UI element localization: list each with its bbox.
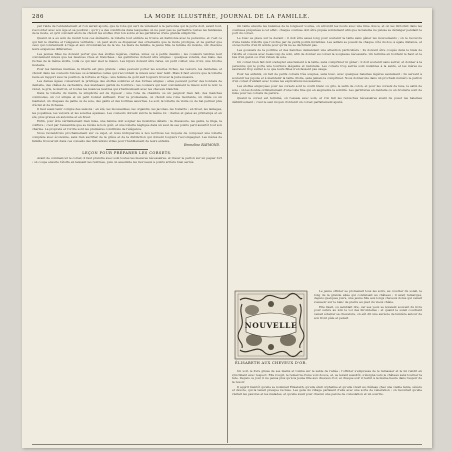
author-signature: Emmeline RAYMOND. [183, 143, 220, 148]
story-title: ÉLISABETH AUX CHEVEUX D'OR. [235, 361, 307, 365]
left-column [32, 25, 222, 443]
footer-rule [32, 444, 422, 445]
paragraph: Il faut aussi tenir compte des saisons : en été, les mousselines, les organdis, les jaconas, les foulards ; en hiver, les lainages, les popelines, les velours et les soieries épaisses. Les couleurs doivent suivre la même loi : claires et gaies au printemps et en été, plus graves en automne et en hiver. [32, 107, 222, 119]
paragraph: par l'aide de l'entendement et l'on aurait ajouté, que la robe qui sert de vêtement à la personne qui la porte doit, avant tout, s'accorder avec son âge et sa position ; qu'il y a des conditions dans lesquelles on ne peut pas se permettre toutes les fantaisies de la mode, et qu'il convient alors de choisir les étoffes d'un ton sobre et les garnitures d'une grande simplicité. [32, 24, 222, 36]
story-opening [314, 290, 422, 370]
paragraph: Quand on a eu soin de réunir tous ces éléments, la toilette tout entière se trouve en harmonie avec la personne, et c'est ce qui fait le charme et l'élégance véritable ; on peut alors se dispenser des ornements que la mode prodigue, et ne garder que ceux qui conviennent à l'âge et aux circonstances de la vie. La mère de famille, la jeune fille, la femme du monde, ont chacune leurs exigences différentes. [32, 36, 222, 52]
paragraph: Avant de commencer le corset, il faut prendre avec soin toutes les mesures nécessaires, et tracer le patron sur un papier fort ; on coupe ensuite l'étoffe en laissant les rentrées, puis on assemble les morceaux à points arrière bien serrés. [32, 156, 222, 164]
newspaper-page [22, 8, 432, 448]
paragraph: Le busc se place sur le devant ; il doit être assez long pour soutenir la taille sans gêner les mouvements ; on le recouvre d'une bande d'étoffe que l'on fixe par de petits points invisibles. Les œillets se posent de chaque côté du dos, à égale distance, et on les borde d'un fil solide pour qu'ils ne se déchirent pas. [232, 36, 422, 48]
section-title: LEÇON POUR PRÉPARER LES CORSETS. [82, 150, 172, 155]
page-header [32, 12, 422, 22]
nouvelle-vignette [234, 290, 308, 360]
right-column-top [232, 25, 422, 288]
paragraph: Il apprit bientôt qu'elle se nommait Élisabeth, qu'elle était orpheline et qu'elle vivait au château chez une vieille tante, sévère et dévote, qui la tenait presque recluse. Les gens du village parlaient d'elle avec une sorte de vénération ; on racontait qu'elle visitait les pauvres et les malades, et qu'elle avait pour chacun une parole de consolation et un sourire. [232, 384, 422, 397]
running-title: LA MODE ILLUSTRÉE, JOURNAL DE LA FAMILLE. [144, 14, 310, 20]
paragraph: Pour les femmes mariées, la liberté est plus grande : elles peuvent porter les soieries riches, les velours, les dentelles, et choisir dans les couleurs foncées ou éclatantes celles qui s'accordent le mieux avec leur teint. Mais il faut encore que la toilette reste en rapport avec la position, la fortune et l'âge ; une femme de goût sait toujours trouver la juste mesure. [32, 67, 222, 79]
column-divider [227, 25, 228, 443]
paragraph: Un soir, le livre glissa de ses mains et tomba sur le sable de l'allée ; l'officier s'empressa de le ramasser et le lui rendit en s'inclinant avec respect. Elle rougit, le remercia d'une voix douce, et, se levant aussitôt, s'éloigna vers le château sans tourner la tête. Depuis ce jour, il ne pensa plus qu'à la jeune fille aux cheveux d'or, et chaque soir il revint à la même heure dans l'espoir de la revoir. [232, 369, 422, 385]
header-rule [32, 22, 422, 23]
paragraph: Quand le corset est terminé, on l'essaie avec soin, et l'on fait les retouches nécessaires avant de poser les baleines définitivement ; c'est le seul moyen d'obtenir un corset parfaitement ajusté. [232, 96, 422, 104]
story-continuation [232, 370, 422, 443]
page-number: 286 [32, 14, 45, 20]
paragraph: On taille ensuite les baleines de la longueur voulue, on arrondit les bouts avec une lime douce, et on les introduit dans les coulisses préparées à cet effet ; chaque coulisse doit être piquée solidement afin que la baleine ne puisse se déranger pendant le port du corset. [232, 24, 422, 36]
paragraph: Le jeune officier se promenait tous les soirs, au coucher du soleil, le long de la grande allée qui conduisait au château ; il avait remarqué, depuis quelques jours, une jeune fille aux longs cheveux dorés qui venait s'asseoir sur le banc de pierre au pied du vieux chêne. [314, 289, 422, 305]
vignette-title: NOUVELLE [244, 321, 298, 330]
paragraph: Les jeunes filles ne doivent porter que des étoffes légères, claires, unies ou à petits dessins ; les couleurs tendres leur conviennent mieux que les nuances vives et tranchées ; les garnitures doivent être simples : quelques volants, des biais, des ruches de la même étoffe, voilà ce qui leur sied le mieux. Les bijoux doivent être rares, un petit collier, une croix, une broche modeste. [32, 51, 222, 67]
paragraph: Un corset bien fait doit s'adapter exactement à la taille, sans comprimer ni gêner ; il doit soutenir sans serrer, et donner à la personne qui le porte une tournure élégante et naturelle. Les corsets trop serrés sont nuisibles à la santé, et les mères ne sauraient trop veiller à ce que leurs filles n'en fassent pas usage. [232, 60, 422, 72]
paragraph: Pour les enfants, on fait de petits corsets très souples, sans busc, avec quelques baleines légères seulement ; ils servent à soutenir les jupons et à maintenir la taille droite, sans jamais la comprimer. Nous donnerons dans un prochain numéro le patron d'un corset d'enfant avec toutes les explications nécessaires. [232, 72, 422, 84]
paragraph: Les goussets de la poitrine et des hanches demandent une attention particulière : ils doivent être coupés dans le biais de l'étoffe et cousus avec beaucoup de soin, afin de donner au corset la souplesse nécessaire. On termine en bordant le haut et le bas d'un galon ou d'un ruban de soie. [232, 48, 422, 60]
paragraph: Les dames âgées conservent le privilège des étoffes sombres et des formes amples ; elles peuvent porter des bonnets de dentelle, des châles de cachemire, des manteaux garnis de fourrure ; les couleurs qui leur conviennent le mieux sont le noir, le violet, le gris, le marron, et toutes les nuances neutres qui s'harmonisent avec les cheveux blanchis. [32, 79, 222, 91]
paragraph: Nous reviendrons prochainement sur ce sujet, et nous indiquerons à nos lectrices les moyens de composer une toilette complète avec économie, sans rien sacrifier de la grâce et de la distinction qui doivent toujours l'accompagner. Les mères de famille trouveront dans ces conseils des indications utiles pour l'habillement de leurs enfants. [32, 131, 222, 143]
paragraph: Elle lisait, ou semblait lire, car ses yeux se levaient souvent du livre pour suivre au loin le vol des hirondelles ; et quand le soleil couchant venait éclairer sa chevelure, on eût dit une auréole de lumière autour de son front pâle et pensif. [314, 304, 422, 320]
paragraph: Dans la toilette du matin, la simplicité est de rigueur ; une robe de chambre ou un peignoir bien fait, des manches commodes, un col simple et un petit bonnet suffisent. Pour la promenade, on choisit une robe montante, un châle ou un mantelet, un chapeau de paille ou de soie, des gants et des bottines assorties. Le soir, la toilette de visite ou de bal permet plus d'éclat et de richesse. [32, 91, 222, 107]
paragraph: Les étoffes employées pour les corsets sont le coutil blanc ou gris, le satin de coton, et pour les corsets de luxe, le satin de soie ; on les double ordinairement d'une toile fine qui en augmente la solidité. Les garnitures en dentelle ou en broderie sont de mise pour les corsets de parure. [232, 84, 422, 96]
paragraph: Enfin, pour être véritablement bien mise, une femme doit soigner les moindres détails : la chaussure, les gants, le linge, la coiffure ; c'est par l'ensemble que se révèle le bon goût, et une toilette négligée dans un seul de ses points perd aussitôt tout son charme. La propreté et l'ordre sont les premières conditions de l'élégance. [32, 119, 222, 131]
